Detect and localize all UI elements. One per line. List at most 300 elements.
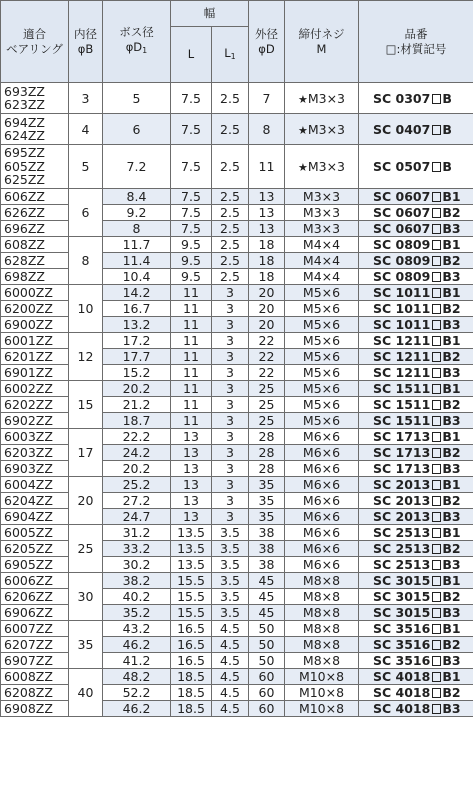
cell-boss-diameter: 6 (103, 114, 171, 145)
cell-boss-diameter: 27.2 (103, 493, 171, 509)
cell-part-number: SC 1713 B3 (359, 461, 473, 477)
bearing-name: 6008ZZ (4, 668, 53, 684)
cell-outer-diameter: 45 (249, 589, 285, 605)
cell-boss-diameter: 35.2 (103, 605, 171, 621)
cell-outer-diameter: 20 (249, 301, 285, 317)
material-box-icon (432, 688, 441, 698)
cell-boss-diameter: 43.2 (103, 621, 171, 637)
cell-length-l1: 2.5 (212, 205, 249, 221)
material-box-icon (432, 672, 441, 682)
cell-bearing (1, 381, 69, 397)
cell-length: 16.5 (171, 653, 212, 669)
cell-length: 7.5 (171, 145, 212, 189)
cell-screw: M6×6 (285, 493, 359, 509)
table-row (1, 189, 473, 205)
cell-screw: M6×6 (285, 445, 359, 461)
table-row (1, 333, 473, 349)
cell-boss-diameter: 40.2 (103, 589, 171, 605)
cell-screw: M6×6 (285, 477, 359, 493)
cell-screw: M5×6 (285, 413, 359, 429)
cell-boss-diameter: 18.7 (103, 413, 171, 429)
cell-outer-diameter: 50 (249, 621, 285, 637)
cell-part-number: SC 3516 B2 (359, 637, 473, 653)
cell-boss-diameter: 8 (103, 221, 171, 237)
cell-outer-diameter: 38 (249, 541, 285, 557)
cell-length-l1: 3 (212, 381, 249, 397)
cell-bearing (1, 637, 69, 653)
cell-outer-diameter: 22 (249, 349, 285, 365)
cell-screw: M6×6 (285, 429, 359, 445)
cell-length: 18.5 (171, 669, 212, 685)
bearing-name: 6003ZZ (4, 428, 53, 444)
bearing-name: 6004ZZ (4, 476, 53, 492)
cell-bearing (1, 317, 69, 333)
bearing-name: 6000ZZ (4, 284, 53, 300)
cell-boss-diameter: 14.2 (103, 285, 171, 301)
material-box-icon (432, 656, 441, 666)
bearing-name: 605ZZ (4, 158, 45, 174)
table-row (1, 145, 473, 189)
header-width: 幅 (171, 1, 249, 27)
cell-length: 13 (171, 477, 212, 493)
cell-part-number: SC 0507 B (359, 145, 473, 189)
cell-screw: M6×6 (285, 461, 359, 477)
material-box-icon (432, 480, 441, 490)
cell-bearing (1, 145, 69, 189)
cell-inner-diameter: 6 (69, 189, 103, 237)
cell-screw: M5×6 (285, 285, 359, 301)
cell-boss-diameter: 16.7 (103, 301, 171, 317)
cell-screw: M6×6 (285, 557, 359, 573)
cell-bearing (1, 333, 69, 349)
cell-bearing (1, 269, 69, 285)
material-box-icon (432, 528, 441, 538)
cell-boss-diameter: 46.2 (103, 637, 171, 653)
cell-screw: ★M3×3 (285, 114, 359, 145)
cell-length-l1: 3 (212, 461, 249, 477)
cell-screw: M8×8 (285, 573, 359, 589)
cell-boss-diameter: 52.2 (103, 685, 171, 701)
cell-outer-diameter: 28 (249, 461, 285, 477)
material-box-icon (432, 448, 441, 458)
bearing-name: 6200ZZ (4, 300, 53, 316)
cell-screw: M4×4 (285, 253, 359, 269)
bearing-name: 6901ZZ (4, 364, 53, 380)
bearing-name: 628ZZ (4, 252, 45, 268)
material-box-icon (432, 224, 441, 234)
cell-part-number: SC 4018 B1 (359, 669, 473, 685)
bearing-name: 6908ZZ (4, 700, 53, 716)
cell-length-l1: 3 (212, 301, 249, 317)
material-box-icon (432, 288, 441, 298)
cell-bearing (1, 509, 69, 525)
material-box-icon (432, 240, 441, 250)
cell-boss-diameter: 24.7 (103, 509, 171, 525)
cell-length-l1: 3 (212, 477, 249, 493)
cell-length-l1: 4.5 (212, 669, 249, 685)
cell-part-number: SC 0809 B2 (359, 253, 473, 269)
bearing-name: 6005ZZ (4, 524, 53, 540)
bearing-name: 6202ZZ (4, 396, 53, 412)
cell-outer-diameter: 50 (249, 637, 285, 653)
cell-outer-diameter: 25 (249, 397, 285, 413)
cell-bearing (1, 429, 69, 445)
bearing-name: 6904ZZ (4, 508, 53, 524)
header-outer-diameter: 外径 φD (249, 1, 285, 83)
cell-length-l1: 3.5 (212, 557, 249, 573)
cell-length: 7.5 (171, 205, 212, 221)
material-box-icon (432, 608, 441, 618)
cell-length: 11 (171, 349, 212, 365)
cell-bearing (1, 573, 69, 589)
cell-length: 9.5 (171, 269, 212, 285)
cell-outer-diameter: 35 (249, 477, 285, 493)
cell-bearing (1, 221, 69, 237)
table-row (1, 477, 473, 493)
cell-inner-diameter: 35 (69, 621, 103, 669)
table-row (1, 114, 473, 145)
cell-outer-diameter: 18 (249, 269, 285, 285)
cell-screw: M5×6 (285, 301, 359, 317)
cell-bearing (1, 701, 69, 717)
cell-boss-diameter: 5 (103, 83, 171, 114)
cell-outer-diameter: 38 (249, 525, 285, 541)
bearing-name: 6203ZZ (4, 444, 53, 460)
cell-length: 11 (171, 285, 212, 301)
bearing-name: 6900ZZ (4, 316, 53, 332)
cell-screw: M8×8 (285, 653, 359, 669)
cell-outer-diameter: 18 (249, 237, 285, 253)
material-box-icon (432, 336, 441, 346)
cell-length-l1: 3.5 (212, 541, 249, 557)
cell-length-l1: 2.5 (212, 114, 249, 145)
cell-length: 13.5 (171, 541, 212, 557)
cell-bearing (1, 525, 69, 541)
cell-part-number: SC 1011 B3 (359, 317, 473, 333)
star-icon: ★ (297, 123, 308, 137)
cell-part-number: SC 3516 B1 (359, 621, 473, 637)
cell-bearing (1, 621, 69, 637)
cell-screw: M10×8 (285, 685, 359, 701)
cell-boss-diameter: 38.2 (103, 573, 171, 589)
cell-part-number: SC 0607 B2 (359, 205, 473, 221)
cell-outer-diameter: 28 (249, 445, 285, 461)
cell-bearing (1, 557, 69, 573)
cell-part-number: SC 1713 B2 (359, 445, 473, 461)
cell-length: 16.5 (171, 637, 212, 653)
cell-length-l1: 2.5 (212, 145, 249, 189)
cell-inner-diameter: 3 (69, 83, 103, 114)
cell-part-number: SC 2013 B3 (359, 509, 473, 525)
cell-boss-diameter: 15.2 (103, 365, 171, 381)
cell-screw: M5×6 (285, 397, 359, 413)
cell-length: 7.5 (171, 114, 212, 145)
cell-screw: M3×3 (285, 221, 359, 237)
cell-outer-diameter: 35 (249, 509, 285, 525)
cell-bearing (1, 205, 69, 221)
cell-screw: M6×6 (285, 541, 359, 557)
cell-outer-diameter: 20 (249, 317, 285, 333)
table-body (1, 83, 473, 717)
cell-screw: M3×3 (285, 189, 359, 205)
cell-outer-diameter: 20 (249, 285, 285, 301)
cell-bearing (1, 301, 69, 317)
cell-boss-diameter: 21.2 (103, 397, 171, 413)
cell-part-number: SC 3516 B3 (359, 653, 473, 669)
cell-inner-diameter: 20 (69, 477, 103, 525)
cell-length: 15.5 (171, 589, 212, 605)
bearing-name: 6205ZZ (4, 540, 53, 556)
cell-part-number: SC 2513 B2 (359, 541, 473, 557)
cell-part-number: SC 1011 B2 (359, 301, 473, 317)
cell-outer-diameter: 8 (249, 114, 285, 145)
cell-boss-diameter: 11.7 (103, 237, 171, 253)
cell-outer-diameter: 50 (249, 653, 285, 669)
cell-part-number: SC 2013 B1 (359, 477, 473, 493)
cell-length: 11 (171, 333, 212, 349)
cell-length-l1: 2.5 (212, 83, 249, 114)
cell-boss-diameter: 10.4 (103, 269, 171, 285)
bearing-name: 6006ZZ (4, 572, 53, 588)
bearing-name: 6208ZZ (4, 684, 53, 700)
table-row (1, 429, 473, 445)
cell-bearing (1, 669, 69, 685)
cell-length: 13.5 (171, 525, 212, 541)
cell-boss-diameter: 20.2 (103, 381, 171, 397)
cell-length-l1: 4.5 (212, 701, 249, 717)
cell-length-l1: 3.5 (212, 573, 249, 589)
cell-part-number: SC 0607 B3 (359, 221, 473, 237)
cell-bearing (1, 461, 69, 477)
header-bearing: 適合 ベアリング (1, 1, 69, 83)
cell-screw: M8×8 (285, 589, 359, 605)
cell-part-number: SC 2513 B1 (359, 525, 473, 541)
cell-outer-diameter: 60 (249, 669, 285, 685)
cell-bearing (1, 493, 69, 509)
cell-length-l1: 2.5 (212, 253, 249, 269)
cell-length: 18.5 (171, 701, 212, 717)
material-box-icon (432, 125, 441, 135)
cell-length: 15.5 (171, 605, 212, 621)
cell-length-l1: 3 (212, 285, 249, 301)
cell-part-number: SC 4018 B2 (359, 685, 473, 701)
cell-bearing (1, 477, 69, 493)
table-row (1, 381, 473, 397)
bearing-name: 6001ZZ (4, 332, 53, 348)
cell-bearing (1, 589, 69, 605)
bearing-name: 606ZZ (4, 188, 45, 204)
material-box-icon (432, 592, 441, 602)
bearing-name: 694ZZ (4, 114, 45, 130)
material-box-icon (432, 416, 441, 426)
cell-length: 13 (171, 429, 212, 445)
cell-part-number: SC 3015 B2 (359, 589, 473, 605)
cell-outer-diameter: 22 (249, 333, 285, 349)
cell-length-l1: 3 (212, 509, 249, 525)
cell-part-number: SC 0809 B3 (359, 269, 473, 285)
cell-length: 11 (171, 365, 212, 381)
cell-part-number: SC 0809 B1 (359, 237, 473, 253)
cell-length: 11 (171, 413, 212, 429)
cell-screw: M4×4 (285, 269, 359, 285)
cell-length: 13 (171, 445, 212, 461)
cell-outer-diameter: 11 (249, 145, 285, 189)
cell-length-l1: 3 (212, 365, 249, 381)
cell-part-number: SC 1511 B2 (359, 397, 473, 413)
material-box-icon (432, 162, 441, 172)
header-part-number: 品番 □:材質記号 (359, 1, 473, 83)
cell-part-number: SC 0307 B (359, 83, 473, 114)
cell-length: 11 (171, 397, 212, 413)
cell-bearing (1, 237, 69, 253)
cell-length: 18.5 (171, 685, 212, 701)
table-header (1, 1, 473, 83)
cell-length: 13 (171, 461, 212, 477)
table-row (1, 621, 473, 637)
header-length-l1: $L_1$ (212, 27, 249, 83)
bearing-name: 6905ZZ (4, 556, 53, 572)
cell-length: 13.5 (171, 557, 212, 573)
table-row (1, 83, 473, 114)
table-row (1, 573, 473, 589)
cell-boss-diameter: 13.2 (103, 317, 171, 333)
bearing-name: 6201ZZ (4, 348, 53, 364)
bearing-name: 6002ZZ (4, 380, 53, 396)
material-box-icon (432, 432, 441, 442)
cell-bearing (1, 349, 69, 365)
header-screw: 締付ネジ M (285, 1, 359, 83)
bearing-name: 6902ZZ (4, 412, 53, 428)
cell-bearing (1, 114, 69, 145)
cell-boss-diameter: 8.4 (103, 189, 171, 205)
cell-screw: M3×3 (285, 205, 359, 221)
cell-length-l1: 3 (212, 493, 249, 509)
cell-boss-diameter: 17.2 (103, 333, 171, 349)
cell-outer-diameter: 28 (249, 429, 285, 445)
bearing-name: 6903ZZ (4, 460, 53, 476)
cell-screw: M5×6 (285, 333, 359, 349)
bearing-name: 625ZZ (4, 172, 45, 188)
cell-inner-diameter: 4 (69, 114, 103, 145)
cell-length-l1: 3.5 (212, 589, 249, 605)
cell-outer-diameter: 25 (249, 413, 285, 429)
star-icon: ★ (297, 92, 308, 106)
cell-part-number: SC 2513 B3 (359, 557, 473, 573)
cell-length-l1: 4.5 (212, 685, 249, 701)
cell-boss-diameter: 7.2 (103, 145, 171, 189)
cell-length-l1: 2.5 (212, 221, 249, 237)
cell-length: 15.5 (171, 573, 212, 589)
cell-length-l1: 3 (212, 413, 249, 429)
cell-boss-diameter: 25.2 (103, 477, 171, 493)
cell-length: 9.5 (171, 237, 212, 253)
header-inner-diameter: 内径 φB (69, 1, 103, 83)
cell-part-number: SC 1211 B2 (359, 349, 473, 365)
cell-inner-diameter: 10 (69, 285, 103, 333)
bearing-name: 624ZZ (4, 128, 45, 143)
cell-screw: M8×8 (285, 637, 359, 653)
bearing-name: 696ZZ (4, 220, 45, 236)
cell-bearing (1, 653, 69, 669)
bearing-name: 693ZZ (4, 83, 45, 99)
material-box-icon (432, 208, 441, 218)
cell-outer-diameter: 38 (249, 557, 285, 573)
material-box-icon (432, 94, 441, 104)
cell-part-number: SC 0407 B (359, 114, 473, 145)
cell-length-l1: 3 (212, 429, 249, 445)
bearing-name: 6207ZZ (4, 636, 53, 652)
material-box-icon (432, 464, 441, 474)
cell-bearing (1, 413, 69, 429)
cell-part-number: SC 1011 B1 (359, 285, 473, 301)
cell-screw: M5×6 (285, 381, 359, 397)
cell-outer-diameter: 60 (249, 685, 285, 701)
cell-length: 16.5 (171, 621, 212, 637)
bearing-name: 623ZZ (4, 97, 45, 112)
cell-length: 7.5 (171, 189, 212, 205)
material-box-icon (432, 352, 441, 362)
cell-length-l1: 4.5 (212, 637, 249, 653)
cell-inner-diameter: 17 (69, 429, 103, 477)
cell-length-l1: 3 (212, 349, 249, 365)
cell-screw: M5×6 (285, 317, 359, 333)
cell-bearing (1, 685, 69, 701)
cell-boss-diameter: 17.7 (103, 349, 171, 365)
cell-boss-diameter: 41.2 (103, 653, 171, 669)
cell-length: 7.5 (171, 221, 212, 237)
cell-screw: ★M3×3 (285, 83, 359, 114)
cell-outer-diameter: 13 (249, 221, 285, 237)
cell-outer-diameter: 60 (249, 701, 285, 717)
cell-bearing (1, 541, 69, 557)
cell-length: 9.5 (171, 253, 212, 269)
cell-screw: M8×8 (285, 621, 359, 637)
cell-inner-diameter: 8 (69, 237, 103, 285)
cell-screw: M8×8 (285, 605, 359, 621)
material-box-icon (432, 496, 441, 506)
cell-outer-diameter: 7 (249, 83, 285, 114)
cell-outer-diameter: 25 (249, 381, 285, 397)
cell-length: 13 (171, 493, 212, 509)
material-box-icon (432, 560, 441, 570)
cell-bearing (1, 83, 69, 114)
material-box-icon (432, 704, 441, 714)
cell-length: 11 (171, 317, 212, 333)
cell-length-l1: 3 (212, 397, 249, 413)
cell-part-number: SC 1211 B3 (359, 365, 473, 381)
cell-screw: M5×6 (285, 349, 359, 365)
cell-part-number: SC 0607 B1 (359, 189, 473, 205)
cell-part-number: SC 1511 B1 (359, 381, 473, 397)
cell-outer-diameter: 13 (249, 205, 285, 221)
bearing-name: 6204ZZ (4, 492, 53, 508)
cell-screw: M10×8 (285, 669, 359, 685)
cell-bearing (1, 365, 69, 381)
cell-screw: M6×6 (285, 509, 359, 525)
bearing-name: 6007ZZ (4, 620, 53, 636)
cell-screw: M6×6 (285, 525, 359, 541)
cell-inner-diameter: 40 (69, 669, 103, 717)
cell-bearing (1, 253, 69, 269)
material-box-icon (432, 384, 441, 394)
bearing-name: 698ZZ (4, 268, 45, 284)
cell-length: 11 (171, 381, 212, 397)
cell-outer-diameter: 45 (249, 573, 285, 589)
material-box-icon (432, 368, 441, 378)
material-box-icon (432, 320, 441, 330)
cell-part-number: SC 1511 B3 (359, 413, 473, 429)
cell-boss-diameter: 11.4 (103, 253, 171, 269)
